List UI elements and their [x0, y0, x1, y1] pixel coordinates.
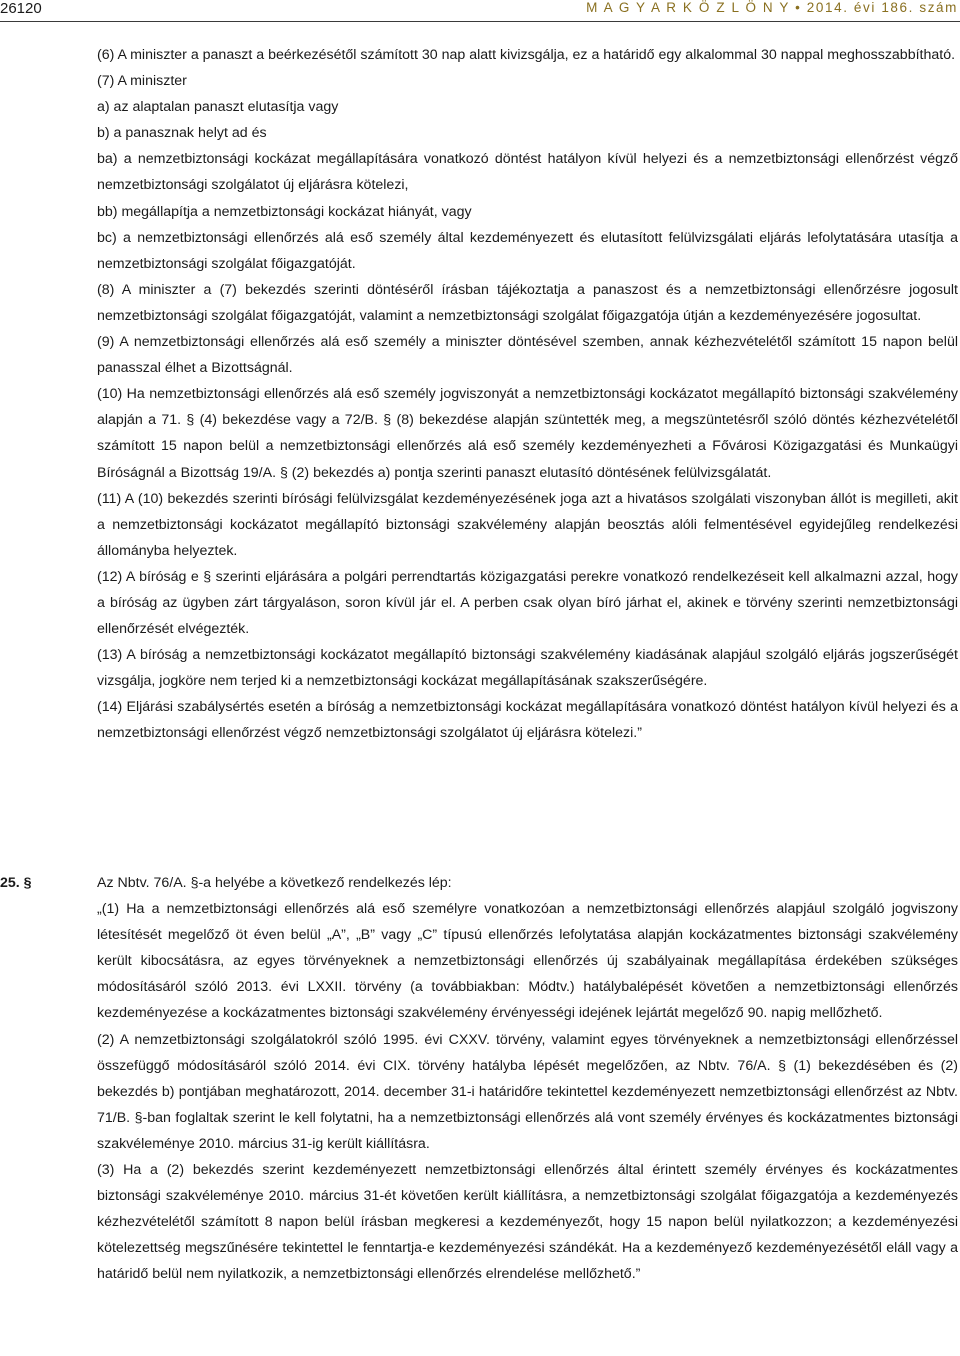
journal-title: M A G Y A R K Ö Z L Ö N Y • 2014. évi 186. szám	[586, 0, 958, 15]
quoted-paragraph-3: (3) Ha a (2) bekezdés szerint kezdeményezett nemzetbiztonsági ellenőrzés által érintett személy érvényes és kockázatmentes biztonsági szakvéleménye 2010. március 31-ét követően került kiállításra, a nemzetbiztonsági szolgálat főigazgatója a kezdeményezés kézhezvételétől számított 8 napon belül írásban megkeresi a kezdeményezőt, hogy 15 napon belül nyilatkozzon; a kezdeményezési kötelezettség megszűnésére tekintettel le fenntartja-e kezdeményezési szándékát. Ha a kezdeményező kezdeményezésétől eláll vagy a határidő belül nem nyilatkozik, a nemzetbiztonsági ellenőrzés elrendelése mellőzhető.”	[97, 1162, 958, 1283]
section-number: 25. §	[0, 875, 32, 891]
page-header	[0, 0, 960, 20]
paragraph-13: (13) A bíróság a nemzetbiztonsági kockázatot megállapító biztonsági szakvélemény kiadásának alapjául szolgáló eljárás jogszerűségét vizsgálja, jogköre nem terjed ki a nemzetbiztonsági kockázat megállapításának szakszerűségére.	[97, 647, 958, 690]
paragraph-7: (7) A miniszter	[97, 73, 187, 90]
paragraph-10: (10) Ha nemzetbiztonsági ellenőrzés alá eső személy jogviszonyát a nemzetbiztonsági kockázatot megállapító biztonsági szakvélemény alapján a 71. § (4) bekezdése vagy a 72/B. § (8) bekezdése alapján szüntették meg, a megszüntetésről szóló döntés kézhezvételétől számított 15 napon belül a nemzetbiztonsági ellenőrzés alá eső személy kezdeményezheti a Fővárosi Közigazgatási és Munkaügyi Bíróságnál a Bizottság 19/A. § (2) bekezdés a) pontja szerinti panaszt elutasító döntésének felülvizsgálatát.	[97, 386, 958, 481]
section-intro: Az Nbtv. 76/A. §-a helyébe a következő rendelkezés lép:	[97, 875, 452, 891]
paragraph-9: (9) A nemzetbiztonsági ellenőrzés alá eső személy a miniszter döntésével szemben, annak kézhezvételétől számított 15 napon belül panasszal élhet a Bizottságnál.	[97, 334, 958, 377]
point-bb: bb) megállapítja a nemzetbiztonsági kockázat hiányát, vagy	[97, 203, 472, 220]
header-rule	[0, 21, 960, 22]
page-number: 26120	[0, 0, 42, 17]
point-ba: ba) a nemzetbiztonsági kockázat megállapítására vonatkozó döntést hatályon kívül helyezi és a nemzetbiztonsági ellenőrzést végző nemzetbiztonsági szolgálatot új eljárásra kötelezi,	[97, 151, 958, 194]
point-b: b) a panasznak helyt ad és	[97, 125, 267, 142]
point-a: a) az alaptalan panaszt elutasítja vagy	[97, 99, 339, 116]
paragraph-14: (14) Eljárási szabálysértés esetén a bíróság a nemzetbiztonsági kockázat megállapítására vonatkozó döntést hatályon kívül helyezi és a nemzetbiztonsági ellenőrzést végző nemzetbiztonsági szolgálatot új eljárásra kötelezi.”	[97, 699, 958, 742]
point-bc: bc) a nemzetbiztonsági ellenőrzés alá eső személy által kezdeményezett és elutasított felülvizsgálati eljárás lefolytatására utasítja a nemzetbiztonsági szolgálat főigazgatóját.	[97, 229, 958, 272]
quoted-paragraph-2: (2) A nemzetbiztonsági szolgálatokról szóló 1995. évi CXXV. törvény, valamint egyes törvényeknek a nemzetbiztonsági ellenőrzéssel összefüggő módosításáról szóló 2014. évi CIX. törvény hatályba lépését megelőzően, az Nbtv. 76/A. § (1) bekezdésében és (2) bekezdés b) pontjában meghatározott, 2014. december 31-i határidőre tekintettel kezdeményezett nemzetbiztonsági ellenőrzést az Nbtv. 71/B. §-ban foglaltak szerint le kell folytatni, ha a nemzetbiztonsági ellenőrzés alá vont személy érvényes és kockázatmentes biztonsági szakvéleménye 2010. március 31-ig került kiállításra.	[97, 1031, 958, 1152]
paragraph-12: (12) A bíróság e § szerinti eljárására a polgári perrendtartás közigazgatási perekre vonatkozó rendelkezéseit kell alkalmazni azzal, hogy a bíróság az ügyben zárt tárgyaláson, soron kívül jár el. A perben csak olyan bíró járhat el, akinek e törvény szerinti nemzetbiztonsági ellenőrzését elvégezték.	[97, 568, 958, 638]
quoted-paragraph-1: „(1) Ha a nemzetbiztonsági ellenőrzés alá eső személyre vonatkozóan a nemzetbiztonsági ellenőrzés alapjául szolgáló jogviszony létesítését megelőző öt éven belül „A”, „B” vagy „C” típusú ellenőrzés lefolytatása alapján kockázatmentes biztonsági szakvélemény került kibocsátásra, az egyes törvényeknek a nemzetbiztonsági ellenőrzés új szabályainak megállapítása érdekében szükséges módosításáról szóló 2013. évi LXXII. törvény (a továbbiakban: Módtv.) hatálybalépését követően a nemzetbiztonsági ellenőrzés kezdeményezése a kockázatmentes biztonsági szakvélemény érvényességi idejének lejártát megelőző 90. napig mellőzhető.	[97, 901, 958, 1022]
paragraph-8: (8) A miniszter a (7) bekezdés szerinti döntéséről írásban tájékoztatja a panaszost és a nemzetbiztonsági ellenőrzésre jogosult nemzetbiztonsági szolgálat főigazgatóját, valamint a nemzetbiztonsági szolgálat főigazgatója útján a kezdeményezésére jogosultat.	[97, 281, 958, 324]
section-body	[97, 870, 958, 1288]
paragraph-11: (11) A (10) bekezdés szerinti bírósági felülvizsgálat kezdeményezésének joga azt a hivatásos szolgálati viszonyban állót is megilleti, akit a nemzetbiztonsági kockázatot megállapító biztonsági szakvélemény alapján beosztás alóli felmentésével egyidejűleg rendelkezési állományba helyeztek.	[97, 490, 958, 559]
paragraph-6: (6) A miniszter a panaszt a beérkezésétől számított 30 nap alatt kivizsgálja, ez a határidő egy alkalommal 30 nappal meghosszabbítható.	[97, 47, 956, 63]
document-body	[97, 42, 958, 747]
